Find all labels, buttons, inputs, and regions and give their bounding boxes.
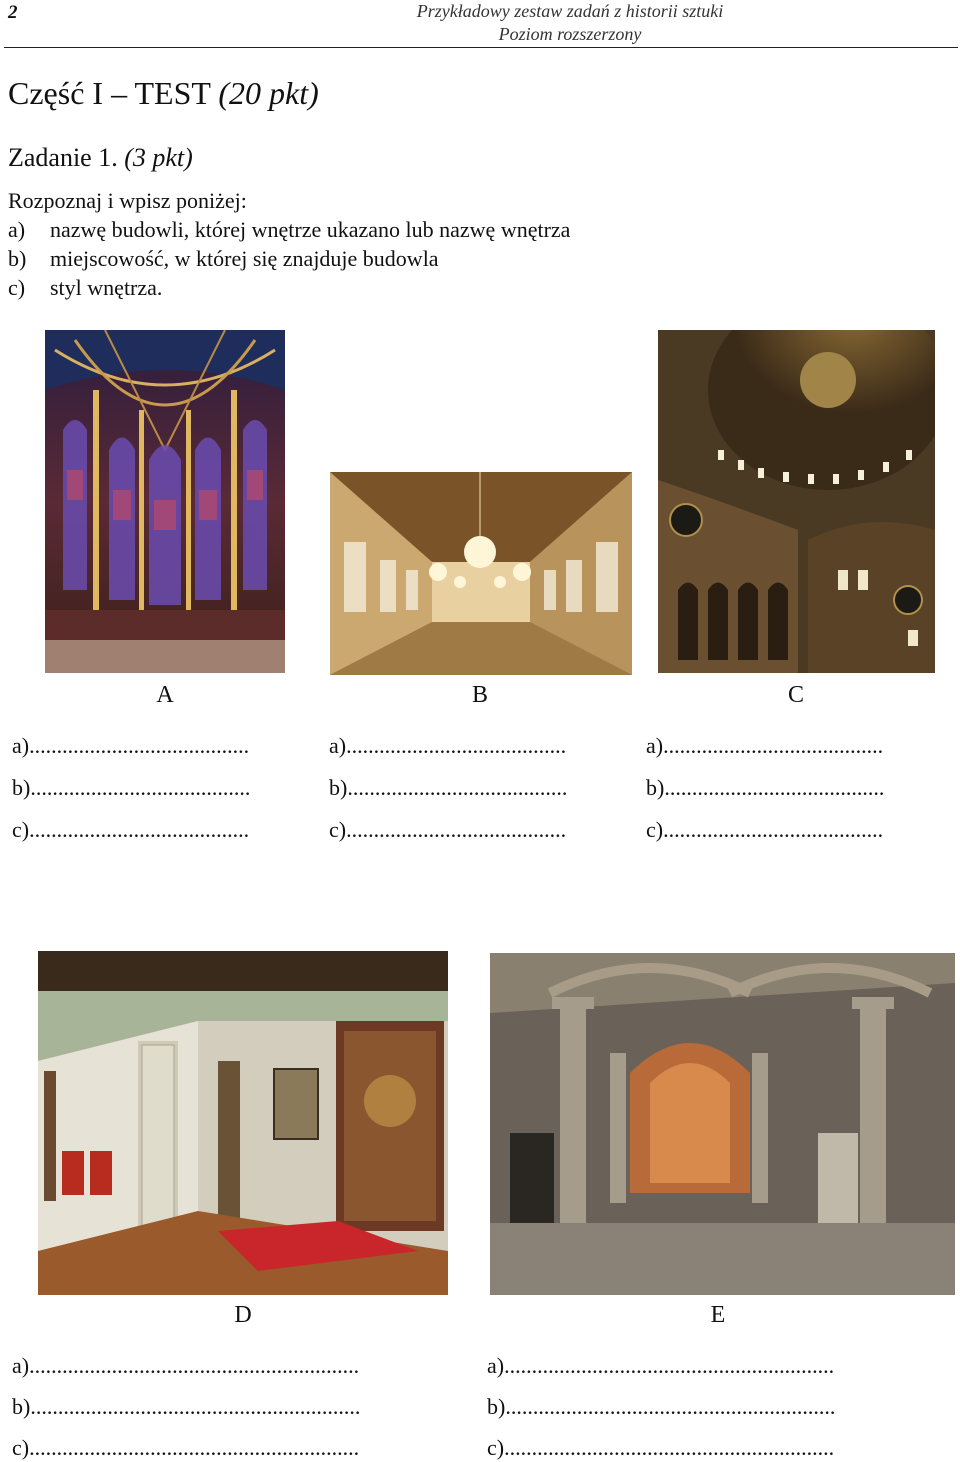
caption-b: B xyxy=(471,682,488,708)
romanesque-crypt-photo xyxy=(490,953,955,1295)
instruction-letter: a) xyxy=(8,217,26,242)
answer-line-b-a[interactable]: a)........................................ xyxy=(329,733,567,758)
answer-line-b-b[interactable]: b)........................................ xyxy=(329,775,568,800)
answer-line-a-a[interactable]: a)........................................ xyxy=(12,733,250,758)
gothic-chapel-photo xyxy=(45,330,285,673)
answer-line-c-b[interactable]: b)........................................ xyxy=(646,775,885,800)
answer-line-b-c[interactable]: c)........................................ xyxy=(329,817,567,842)
header-rule xyxy=(4,47,958,48)
part-label: Część I – TEST xyxy=(8,75,211,111)
header-title xyxy=(240,0,900,46)
page-number: 2 xyxy=(8,2,18,23)
task-points: (3 pkt) xyxy=(124,143,193,172)
answer-line-e-b[interactable]: b)............................................................ xyxy=(487,1394,836,1419)
answer-line-a-b[interactable]: b)........................................ xyxy=(12,775,251,800)
caption-e: E xyxy=(710,1302,726,1328)
answer-line-d-b[interactable]: b)............................................................ xyxy=(12,1394,361,1419)
byzantine-dome-photo xyxy=(658,330,935,673)
part-heading xyxy=(8,74,319,112)
instruction-letter: c) xyxy=(8,275,26,300)
answer-line-e-c[interactable]: c)............................................................ xyxy=(487,1435,835,1460)
task-heading xyxy=(8,142,193,174)
instruction-text: nazwę budowli, której wnętrze ukazano lub nazwę wnętrza xyxy=(50,217,571,242)
instruction-item xyxy=(8,244,570,273)
answer-line-c-a[interactable]: a)........................................ xyxy=(646,733,884,758)
instruction-text: styl wnętrza. xyxy=(50,275,163,300)
instructions-intro: Rozpoznaj i wpisz poniżej: xyxy=(8,188,247,213)
instruction-item xyxy=(8,273,570,302)
caption-a: A xyxy=(156,682,174,708)
renaissance-hall-photo xyxy=(38,951,448,1295)
answer-line-e-a[interactable]: a)............................................................ xyxy=(487,1353,835,1378)
instruction-item xyxy=(8,215,570,244)
answer-line-a-c[interactable]: c)........................................ xyxy=(12,817,250,842)
instruction-letter: b) xyxy=(8,246,27,271)
instruction-text: miejscowość, w której się znajduje budowla xyxy=(50,246,439,271)
answer-line-d-a[interactable]: a)............................................................ xyxy=(12,1353,360,1378)
part-points: (20 pkt) xyxy=(218,75,319,111)
task-label: Zadanie 1. xyxy=(8,143,118,172)
answer-line-d-c[interactable]: c)............................................................ xyxy=(12,1435,360,1460)
baroque-gallery-photo xyxy=(330,472,632,675)
caption-d: D xyxy=(234,1302,252,1328)
header-title-line1: Przykładowy zestaw zadań z historii sztuki xyxy=(416,1,724,21)
answer-line-c-c[interactable]: c)........................................ xyxy=(646,817,884,842)
header-title-line2: Poziom rozszerzony xyxy=(498,24,642,44)
caption-c: C xyxy=(787,682,804,708)
task-instructions xyxy=(8,186,570,302)
